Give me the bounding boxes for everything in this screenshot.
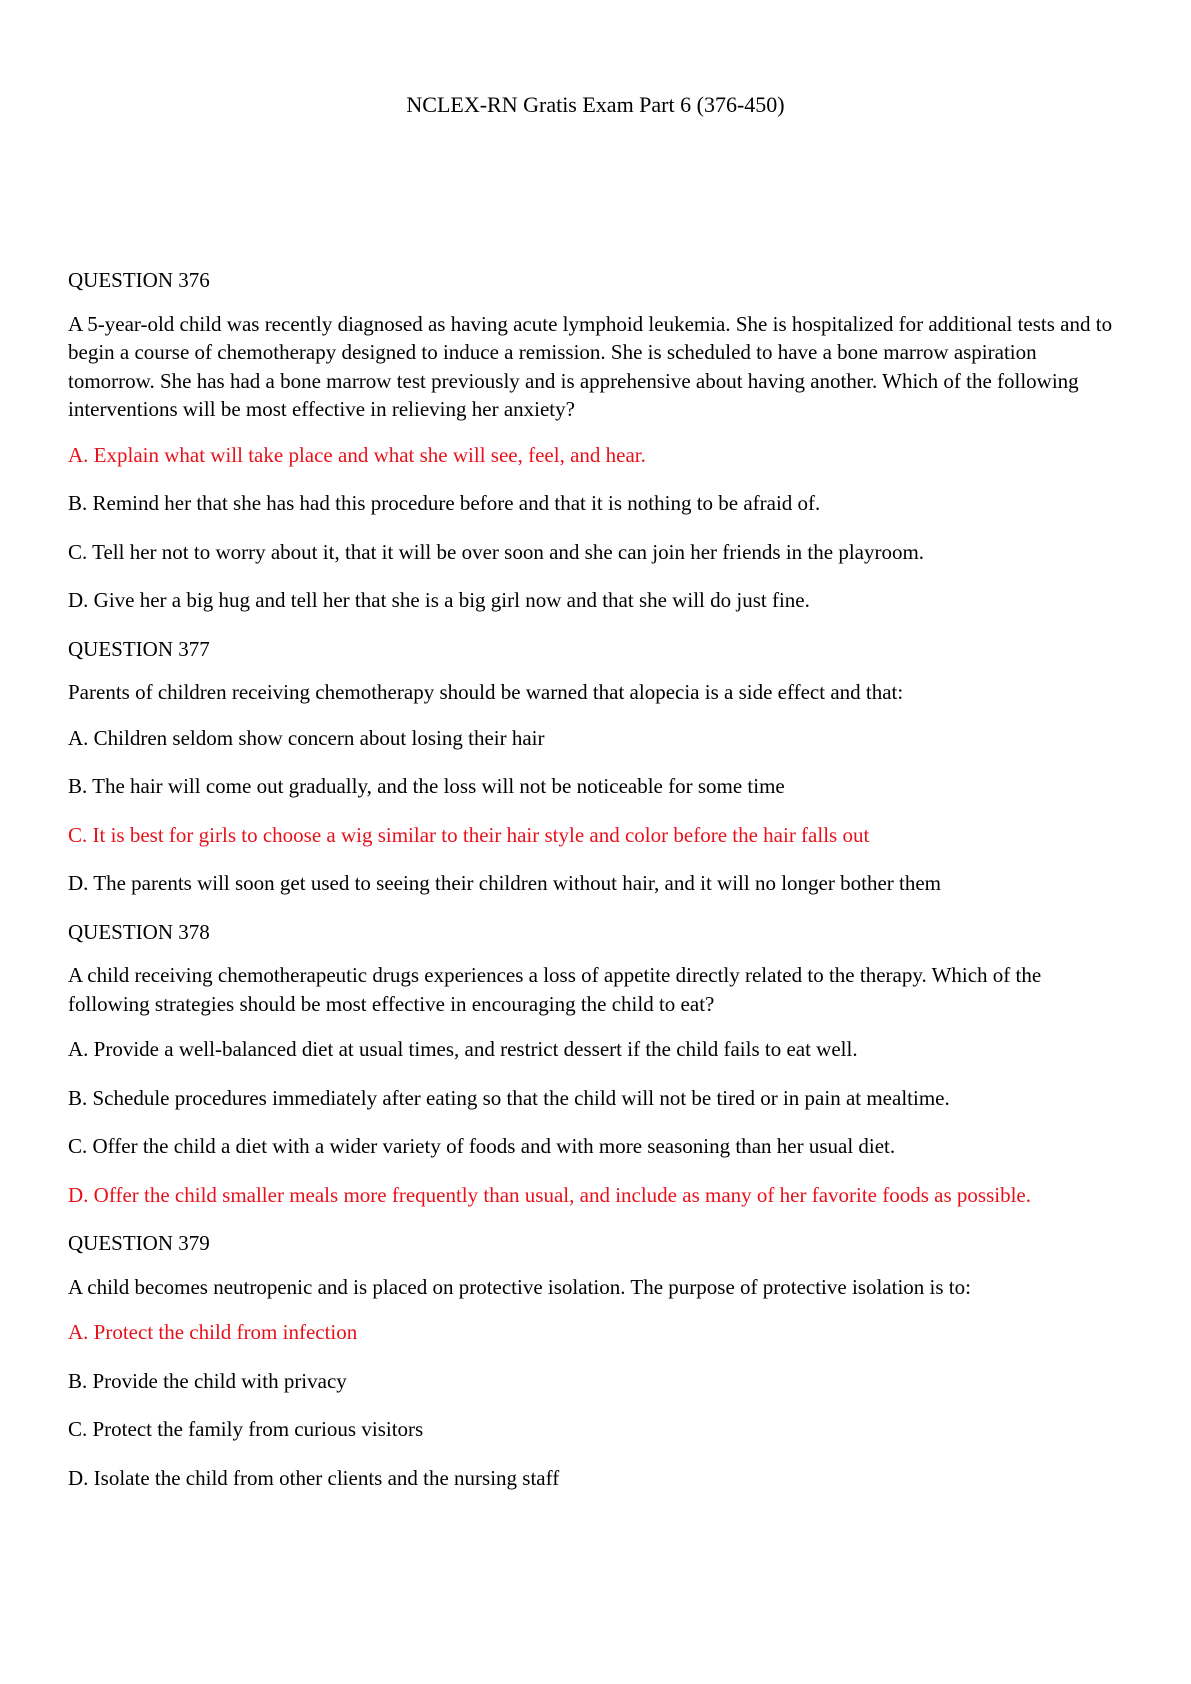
option-list: [68, 724, 1128, 898]
option-d: D. Give her a big hug and tell her that she is a big girl now and that she will do just fine.: [68, 588, 810, 612]
option-b: B. Schedule procedures immediately after eating so that the child will not be tired or in pain at mealtime.: [68, 1085, 950, 1110]
option-b: B. Remind her that she has had this procedure before and that it is nothing to be afraid of.: [68, 491, 821, 515]
question-377: [68, 635, 1128, 898]
option-a: A. Provide a well-balanced diet at usual times, and restrict dessert if the child fails to eat well.: [68, 1037, 858, 1061]
option-b: B. Provide the child with privacy: [68, 1368, 347, 1393]
option-d: D. The parents will soon get used to seeing their children without hair, and it will no longer bother them: [68, 871, 942, 895]
option-a: A. Protect the child from infection: [68, 1320, 358, 1344]
option-a: A. Explain what will take place and what she will see, feel, and hear.: [68, 442, 646, 467]
option-c: C. It is best for girls to choose a wig similar to their hair style and color before the hair falls out: [68, 822, 870, 847]
option-list: [68, 1318, 1128, 1492]
question-heading: QUESTION 377: [68, 636, 210, 661]
document-title: NCLEX-RN Gratis Exam Part 6 (376-450): [406, 92, 785, 117]
option-list: [68, 1035, 1128, 1209]
option-b: B. The hair will come out gradually, and the loss will not be noticeable for some time: [68, 774, 785, 798]
question-378: [68, 918, 1128, 1210]
question-heading: QUESTION 378: [68, 919, 210, 944]
question-stem: A child receiving chemotherapeutic drugs experiences a loss of appetite directly related to the therapy. Which of the following strategies should be most effective in encouraging the child to eat?: [68, 963, 1042, 1016]
option-c: C. Offer the child a diet with a wider variety of foods and with more seasoning than her usual diet.: [68, 1134, 896, 1158]
option-d: D. Offer the child smaller meals more frequently than usual, and include as many of her favorite foods as possible.: [68, 1182, 1031, 1207]
question-stem: Parents of children receiving chemotherapy should be warned that alopecia is a side effect and that:: [68, 680, 904, 704]
question-376: [68, 266, 1128, 615]
option-c: C. Protect the family from curious visitors: [68, 1417, 424, 1441]
option-list: [68, 441, 1128, 615]
question-heading: QUESTION 379: [68, 1231, 210, 1255]
option-a: A. Children seldom show concern about losing their hair: [68, 725, 545, 750]
question-stem: A child becomes neutropenic and is placed on protective isolation. The purpose of protective isolation is to:: [68, 1274, 971, 1299]
question-379: [68, 1229, 1128, 1492]
question-heading: QUESTION 376: [68, 268, 210, 292]
questions-container: [68, 266, 1128, 1512]
option-d: D. Isolate the child from other clients and the nursing staff: [68, 1465, 560, 1490]
question-stem: A 5-year-old child was recently diagnosed as having acute lymphoid leukemia. She is hospitalized for additional tests and to begin a course of chemotherapy designed to induce a remission. She is scheduled to have a bone marrow aspiration tomorrow. She has had a bone marrow test previously and is apprehensive about having another. Which of the following interventions will be most effective in relieving her anxiety?: [68, 311, 1113, 421]
option-c: C. Tell her not to worry about it, that it will be over soon and she can join her friends in the playroom.: [68, 539, 925, 564]
